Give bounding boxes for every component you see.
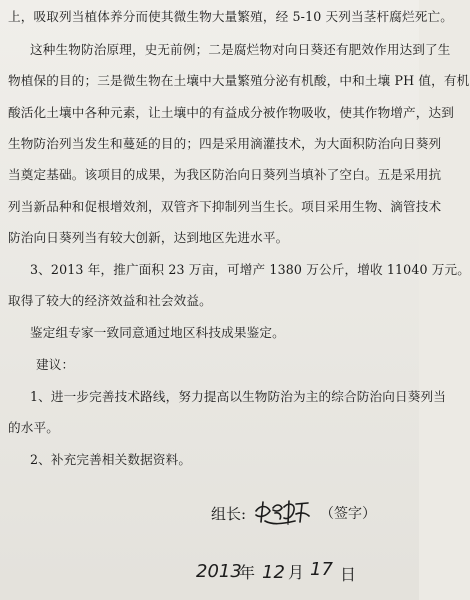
text-line-8: 防治向日葵列当有较大创新，达到地区先进水平。 — [8, 230, 289, 245]
text-line-12: 建议： — [36, 357, 75, 372]
text-line-2: 这种生物防治原理，史无前例；二是腐烂物对向日葵还有肥效作用达到了生 — [30, 42, 451, 57]
text-line-11: 鉴定组专家一致同意通过地区科技成果鉴定。 — [30, 325, 285, 340]
text-line-9: 3、2013 年，推广面积 23 万亩，可增产 1380 万公斤，增收 11040 万元。 — [30, 262, 470, 277]
text-line-10: 取得了较大的经济效益和社会效益。 — [8, 293, 212, 308]
date-day-unit: 日 — [340, 565, 357, 584]
signature-label: 组长: — [211, 505, 247, 523]
date-year-unit: 年 — [239, 563, 256, 582]
text-line-1: 上，吸取列当植体养分而使其微生物大量繁殖，经 5-10 天列当茎杆腐烂死亡。 — [8, 9, 453, 24]
text-line-3: 物植保的目的；三是微生物在土壤中大量繁殖分泌有机酸，中和土壤 PH 值，有机 — [8, 73, 470, 88]
text-line-13: 1、进一步完善技术路线，努力提高以生物防治为主的综合防治向日葵列当 — [30, 389, 446, 404]
date-day: 17 — [310, 559, 333, 580]
signature-note: （签字） — [320, 506, 376, 522]
date-year: 2013 — [196, 561, 242, 582]
text-line-14: 的水平。 — [8, 420, 59, 435]
handwritten-signature-icon — [251, 494, 313, 528]
text-line-15: 2、补充完善相关数据资料。 — [30, 452, 192, 467]
text-line-5: 生物防治列当发生和蔓延的目的；四是采用滴灌技术，为大面积防治向日葵列 — [8, 136, 442, 151]
signature-date — [196, 560, 366, 588]
date-month: 12 — [262, 562, 285, 583]
date-month-unit: 月 — [288, 563, 305, 582]
text-line-6: 当奠定基础。该项目的成果，为我区防治向日葵列当填补了空白。五是采用抗 — [8, 167, 442, 182]
text-line-7: 列当新品种和促根增效剂，双管齐下抑制列当生长。项目采用生物、滴管技术 — [8, 199, 442, 214]
text-line-4: 酸活化土壤中各种元素，让土壤中的有益成分被作物吸收，使其作物增产，达到 — [8, 105, 455, 120]
